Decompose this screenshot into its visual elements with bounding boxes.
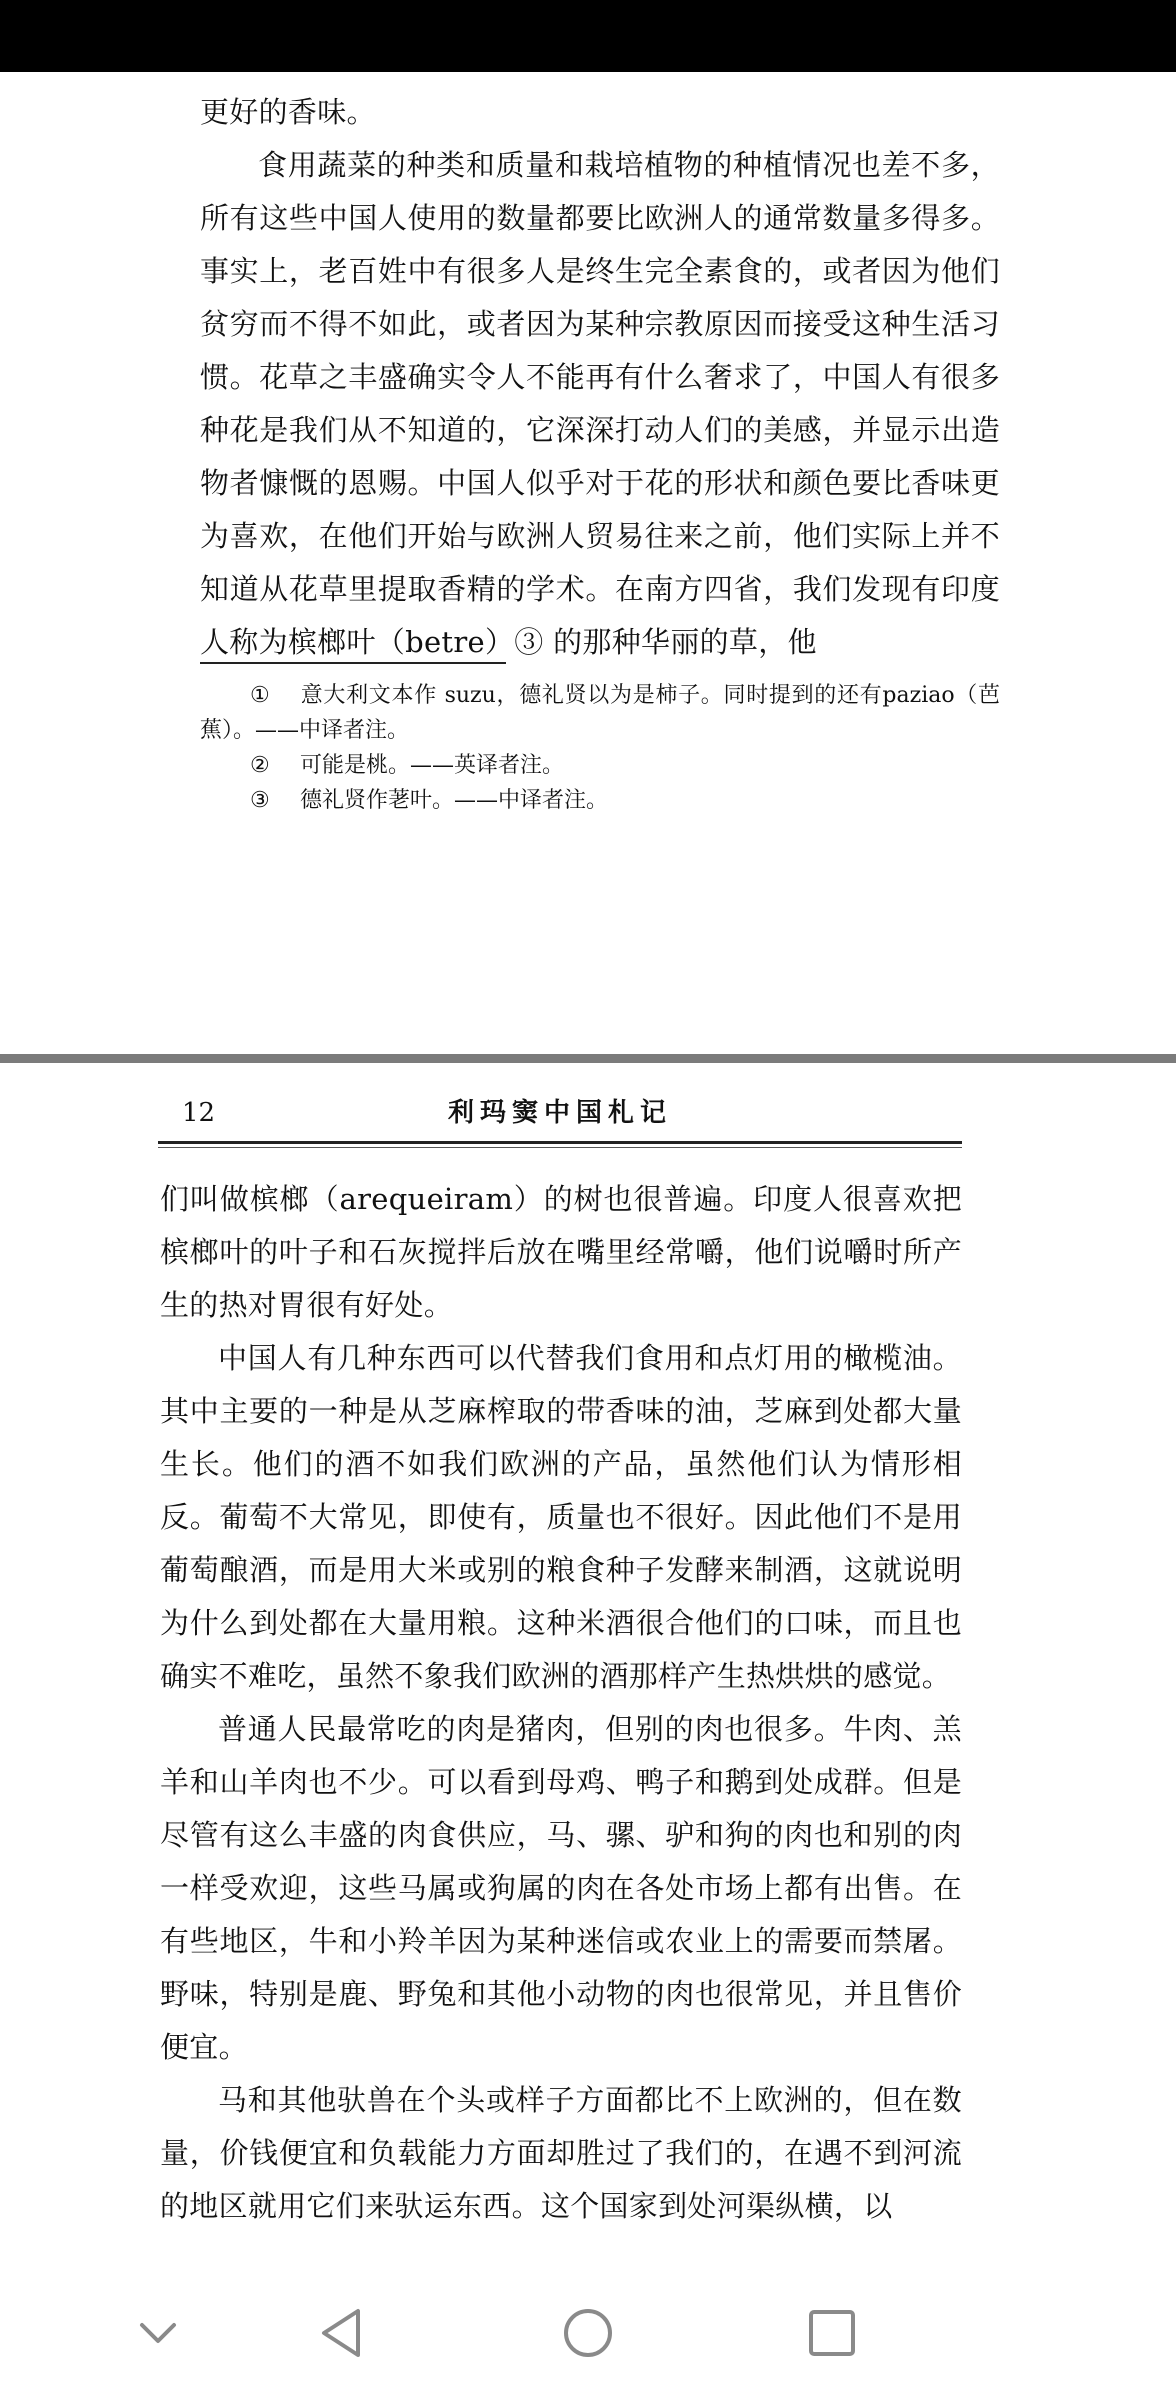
- page-divider: [0, 1054, 1176, 1063]
- paragraph: 中国人有几种东西可以代替我们食用和点灯用的橄榄油。其中主要的一种是从芝麻榨取的带香味的油，芝麻到处都大量生长。他们的酒不如我们欧洲的产品，虽然他们认为情形相反。葡萄不大常见，即使有，质量也不很好。因此他们不是用葡萄酿酒，而是用大米或别的粮食种子发酵来制酒，这就说明为什么到处都在大量用粮。这种米酒很合他们的口味，而且也确实不难吃，虽然不象我们欧洲的酒那样产生热烘烘的感觉。: [160, 1341, 962, 1693]
- footnote-text: 德礼贤作荖叶。——中译者注。: [300, 788, 609, 813]
- footnotes: [200, 678, 1000, 818]
- paragraph: 们叫做槟榔（arequeiram）的树也很普遍。印度人很喜欢把槟榔叶的叶子和石灰搅拌后放在嘴里经常嚼，他们说嚼时所产生的热对胃很有好处。: [160, 1182, 962, 1322]
- paragraph: 马和其他驮兽在个头或样子方面都比不上欧洲的，但在数量，价钱便宜和负载能力方面却胜过了我们的，在遇不到河流的地区就用它们来驮运东西。这个国家到处河渠纵横，以: [160, 2083, 962, 2223]
- paragraph: 普通人民最常吃的肉是猪肉，但别的肉也很多。牛肉、羔羊和山羊肉也不少。可以看到母鸡、鸭子和鹅到处成群。但是尽管有这么丰盛的肉食供应，马、骡、驴和狗的肉也和别的肉一样受欢迎，这些马属或狗属的肉在各处市场上都有出售。在有些地区，牛和小羚羊因为某种迷信或农业上的需要而禁屠。野味，特别是鹿、野兔和其他小动物的肉也很常见，并且售价便宜。: [160, 1712, 962, 2064]
- running-title: 利玛窦中国札记: [447, 1098, 672, 1128]
- page-number: 12: [182, 1098, 216, 1128]
- back-triangle-icon[interactable]: [312, 2303, 372, 2363]
- document-page-1: [0, 72, 1176, 1057]
- footnote: [200, 783, 1000, 818]
- header-rule: [158, 1141, 962, 1144]
- chevron-down-icon[interactable]: [128, 2303, 188, 2363]
- footnote-text: 意大利文本作 suzu，德礼贤以为是柿子。同时提到的还有paziao（芭蕉）。——中译者注。: [200, 683, 1000, 743]
- recents-square-icon[interactable]: [802, 2303, 862, 2363]
- running-header: [158, 1093, 962, 1133]
- document-page-2: [0, 1063, 1176, 2263]
- paragraph: 食用蔬菜的种类和质量和栽培植物的种植情况也差不多，所有这些中国人使用的数量都要比欧洲人的通常数量多得多。事实上，老百姓中有很多人是终生完全素食的，或者因为他们贫穷而不得不如此，或者因为某种宗教原因而接受这种生活习惯。花草之丰盛确实令人不能再有什么奢求了，中国人有很多种花是我们从不知道的，它深深打动人们的美感，并显示出造物者慷慨的恩赐。中国人似乎对于花的形状和颜色要比香味更为喜欢，在他们开始与欧洲人贸易往来之前，他们实际上并不知道从花草里提取香精的学术。在南方四省，我们发现有印度人称为槟榔叶（betre）③ 的那种华丽的草，他: [200, 148, 1000, 659]
- page1-body: [200, 86, 1000, 669]
- footnote-divider: [200, 662, 506, 664]
- paragraph: 更好的香味。: [200, 95, 376, 129]
- home-circle-icon[interactable]: [558, 2303, 618, 2363]
- footnote-text: 可能是桃。——英译者注。: [300, 753, 565, 778]
- footnote-mark: ③: [250, 788, 270, 813]
- navigation-bar: [0, 2263, 1176, 2400]
- page2-body: [160, 1173, 962, 2233]
- footnote: [200, 748, 1000, 783]
- footnote: [200, 678, 1000, 748]
- status-bar: [0, 0, 1176, 72]
- footnote-mark: ②: [250, 753, 270, 778]
- header-rule-thin: [158, 1147, 962, 1148]
- footnote-mark: ①: [250, 683, 270, 708]
